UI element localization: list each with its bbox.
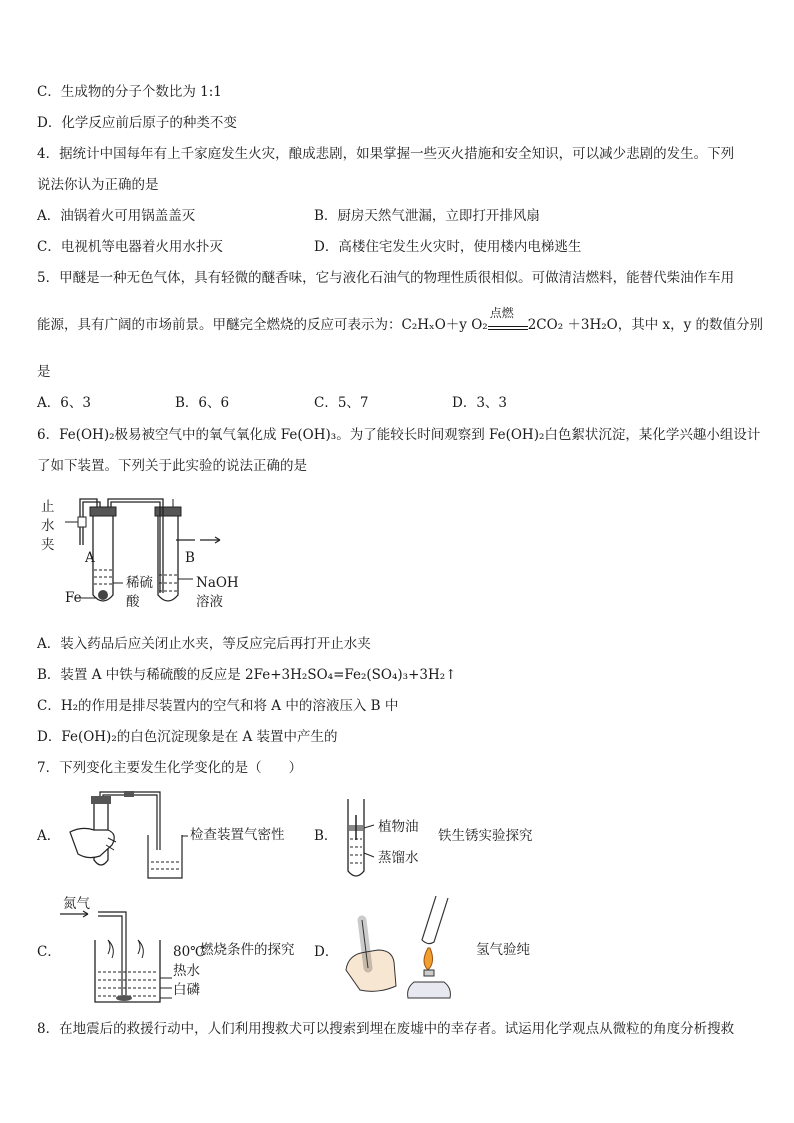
q5-text-after: ，其中 x，y 的数值分别	[617, 317, 764, 333]
q6-option-d: D．Fe(OH)₂的白色沉淀现象是在 A 装置中产生的	[37, 729, 338, 745]
q7-c-drawing	[60, 910, 180, 1010]
temperature-label: 80℃	[173, 944, 206, 960]
q4-option-a: A．油锅着火可用锅盖盖灭	[37, 208, 196, 224]
q6-apparatus-figure	[35, 495, 245, 615]
q7-option-b-label: B．	[314, 828, 338, 844]
q7-option-c-caption: 燃烧条件的探究	[200, 942, 295, 958]
q6-option-a: A．装入药品后应关闭止水夹，等反应完后再打开止水夹	[37, 636, 371, 652]
q7-b-drawing	[340, 795, 380, 883]
q7-option-a-caption: 检查装置气密性	[190, 827, 285, 843]
q4-stem-line2: 说法你认为正确的是	[37, 177, 159, 193]
distilled-water-label: 蒸馏水	[378, 850, 419, 866]
equation-rhs: 2CO₂ ＋3H₂O	[527, 317, 618, 333]
stop-clip-label-2: 水	[41, 518, 55, 534]
q7-d-drawing	[338, 890, 468, 1005]
iron-label: Fe	[65, 590, 82, 606]
q3-option-d: D．化学反应前后原子的种类不变	[37, 115, 237, 131]
q5-option-d: D．3、3	[452, 395, 508, 411]
q7-c-combustion-figure	[60, 910, 180, 1010]
q7-option-d-caption: 氢气验纯	[476, 942, 530, 958]
sulfuric-acid-label-2: 酸	[126, 594, 140, 610]
q7-a-drawing	[60, 790, 190, 882]
tube-a-label: A	[85, 550, 95, 566]
q6-stem-line2: 了如下装置。下列关于此实验的说法正确的是	[37, 458, 307, 474]
white-phosphorus-label: 白磷	[173, 982, 200, 998]
q4-option-c: C．电视机等电器着火用水扑灭	[37, 239, 223, 255]
q5-option-a: A．6、3	[37, 395, 91, 411]
q7-option-d-label: D．	[314, 944, 339, 960]
q5-stem-line2	[37, 305, 764, 335]
oil-label: 植物油	[378, 819, 419, 835]
q7-a-airtightness-figure	[60, 790, 190, 882]
reaction-condition: 点燃	[489, 305, 514, 320]
reaction-arrow	[488, 305, 528, 333]
sulfuric-acid-label-1: 稀硫	[126, 575, 153, 591]
tube-b-label: B	[185, 550, 195, 566]
q5-option-c: C．5、7	[314, 395, 369, 411]
stop-clip-label-3: 夹	[41, 537, 55, 553]
q3-option-c: C．生成物的分子个数比为 1:1	[37, 84, 222, 100]
naoh-label-2: 溶液	[196, 594, 223, 610]
q6-option-b: B．装置 A 中铁与稀硫酸的反应是 2Fe+3H₂SO₄=Fe₂(SO₄)₃+3H₂↑	[37, 667, 457, 683]
hot-water-label: 热水	[173, 963, 200, 979]
q7-d-hydrogen-purity-figure	[338, 890, 468, 1005]
naoh-label-1: NaOH	[196, 575, 239, 591]
q8-stem: 8．在地震后的救援行动中，人们利用搜救犬可以搜索到埋在废墟中的幸存者。试运用化学观点从微粒的角度分析搜救	[37, 1021, 735, 1037]
oxygen-label: 氮气	[63, 896, 90, 912]
q5-text-before: 能源，具有广阔的市场前景。甲醚完全燃烧的反应可表示为：	[37, 317, 402, 333]
q6-stem-line1: 6．Fe(OH)₂极易被空气中的氧气氧化成 Fe(OH)₃。为了能较长时间观察到 Fe(OH)₂白色絮状沉淀，某化学兴趣小组设计	[37, 427, 761, 443]
q5-stem-line3: 是	[37, 364, 51, 380]
q7-option-a-label: A．	[37, 828, 61, 844]
q7-b-rust-figure	[340, 795, 380, 883]
q4-stem-line1: 4．据统计中国每年有上千家庭发生火灾，酿成悲剧，如果掌握一些灭火措施和安全知识，可以减少悲剧的发生。下列	[37, 146, 735, 162]
q7-option-b-caption: 铁生锈实验探究	[438, 828, 533, 844]
q4-option-d: D．高楼住宅发生火灾时，使用楼内电梯逃生	[314, 239, 582, 255]
equation-lhs: C₂HₓO＋y O₂	[401, 317, 488, 333]
q4-option-b: B．厨房天然气泄漏，立即打开排风扇	[314, 208, 540, 224]
q6-option-c: C．H₂的作用是排尽装置内的空气和将 A 中的溶液压入 B 中	[37, 698, 399, 714]
q7-option-c-label: C．	[37, 944, 61, 960]
q5-option-b: B．6、6	[175, 395, 230, 411]
combustion-equation	[401, 305, 618, 335]
stop-clip-label-1: 止	[41, 499, 55, 515]
q5-stem-line1: 5．甲醚是一种无色气体，具有轻微的醚香味，它与液化石油气的物理性质很相似。可做清洁燃料，能替代柴油作车用	[37, 270, 735, 286]
q7-stem: 7．下列变化主要发生化学变化的是（ ）	[37, 760, 303, 776]
